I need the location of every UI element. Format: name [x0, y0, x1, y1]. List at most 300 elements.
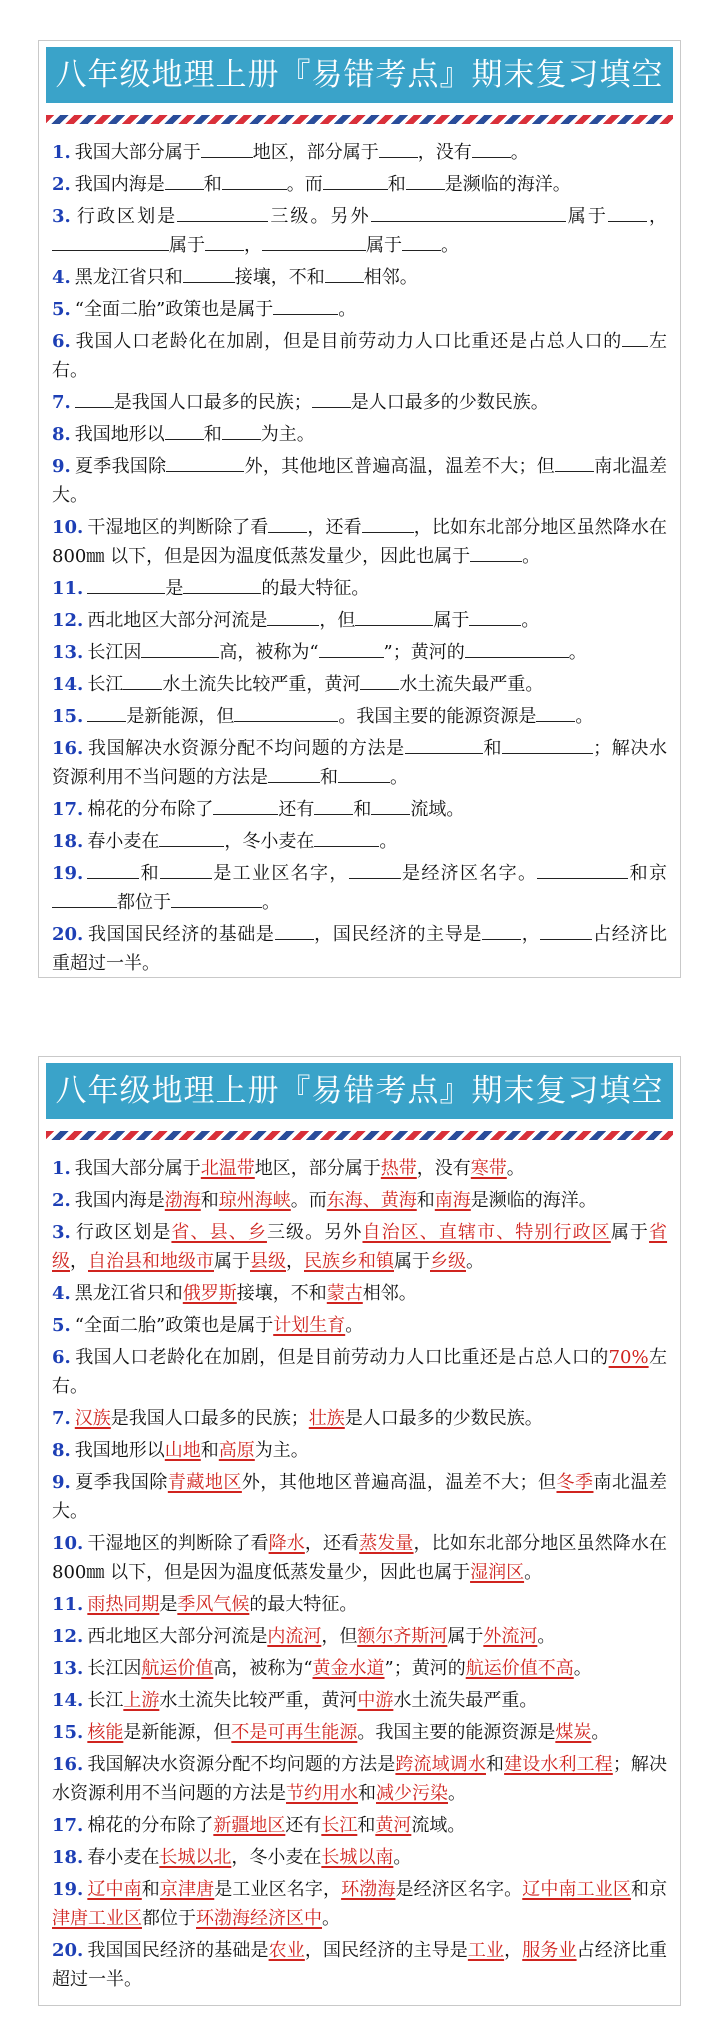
question-text: ，: [646, 206, 668, 227]
question-text: 和: [139, 863, 160, 884]
answer-item: [52, 1590, 667, 1619]
question-text: 属于: [366, 235, 402, 256]
striped-divider: [46, 115, 673, 124]
question-number: 20.: [52, 924, 84, 945]
question-text: 属于: [394, 1251, 430, 1272]
question-text: 地区，部分属于: [252, 142, 379, 163]
question-text: ，比如东北部分地区虽然降水在 800㎜ 以下，但是因为温度低蒸发量少，因此也属于: [52, 1533, 668, 1583]
answer-text: 工业: [467, 1940, 505, 1961]
answer-blank: [222, 170, 287, 190]
answer-worksheet-card: [38, 1056, 681, 2006]
answer-blank: [234, 702, 338, 722]
question-text: 长江因: [87, 642, 142, 663]
answer-blank: [160, 859, 212, 879]
answer-item: [52, 1343, 667, 1401]
question-text: 棉花的分布除了: [87, 799, 214, 820]
question-text: 高，被称为“: [213, 1658, 313, 1679]
question-text: ，但: [319, 610, 356, 631]
question-text: 。: [537, 1626, 556, 1647]
question-number: 14.: [52, 1690, 84, 1711]
answer-blank: [314, 827, 379, 847]
question-text: 。: [322, 1908, 340, 1929]
answer-blank: [123, 670, 162, 690]
question-text: 南北温差大。: [52, 456, 668, 506]
question-text: ，但: [321, 1626, 358, 1647]
answer-blank: [201, 138, 253, 158]
answer-text: 建设水利工程: [504, 1754, 613, 1775]
question-text: ；解决水资源利用不当问题的方法是: [52, 1754, 668, 1804]
question-text: 长江因: [87, 1658, 142, 1679]
question-text: “全面二胎”政策也是属于: [74, 1315, 274, 1336]
answer-text: 季风气候: [177, 1594, 250, 1615]
answer-text: 环渤海经济区中: [196, 1908, 322, 1929]
question-text: 和: [320, 767, 338, 788]
question-item: [52, 670, 667, 699]
question-item: [52, 295, 667, 324]
question-number: 8.: [52, 424, 71, 445]
blank-worksheet-card: [38, 40, 681, 978]
answer-blank: [52, 888, 117, 908]
question-item: [52, 388, 667, 417]
question-text: 水土流失比较严重，黄河: [159, 1690, 358, 1711]
question-number: 18.: [52, 831, 84, 852]
question-text: 水土流失比较严重，黄河: [162, 674, 361, 695]
question-text: ”；黄河的: [384, 1658, 466, 1679]
answer-text: 外流河: [483, 1626, 538, 1647]
question-text: 和: [358, 1783, 376, 1804]
question-number: 13.: [52, 642, 84, 663]
answer-text: 壮族: [308, 1408, 345, 1429]
question-text: 是人口最多的少数民族。: [344, 1408, 543, 1429]
question-number: 11.: [52, 1594, 84, 1615]
question-text: ，比如东北部分地区虽然降水在 800㎜ 以下，但是因为温度低蒸发量少，因此也属于: [52, 517, 668, 567]
answer-blank: [319, 638, 384, 658]
answer-blank: [213, 795, 278, 815]
question-list-blank: [46, 138, 673, 978]
answer-text: 辽中南工业区: [522, 1879, 631, 1900]
question-text: 外，其他地区普遍高温，温差不大；但: [244, 456, 555, 477]
answer-item: [52, 1186, 667, 1215]
answer-blank: [52, 231, 169, 251]
question-text: ，: [244, 235, 262, 256]
question-text: 接壤，不和: [236, 1283, 327, 1304]
question-text: 我国地形以: [74, 424, 165, 445]
answer-text: 冬季: [556, 1472, 594, 1493]
answer-text: 环渤海: [341, 1879, 396, 1900]
answer-blank: [268, 513, 307, 533]
answer-blank: [314, 795, 353, 815]
question-text: 。我国主要的能源资源是: [338, 706, 537, 727]
question-text: 为主。: [260, 424, 315, 445]
answer-item: [52, 1686, 667, 1715]
question-number: 5.: [52, 299, 71, 320]
question-text: 是新能源，但: [126, 706, 235, 727]
answer-text: 不是可再生能源: [231, 1722, 358, 1743]
question-text: 接壤，不和: [234, 267, 325, 288]
answer-blank: [405, 734, 483, 754]
answer-text: 湿润区: [470, 1562, 525, 1583]
question-text: 三级。另外: [268, 206, 371, 227]
question-item: [52, 702, 667, 731]
answer-text: 山地: [164, 1440, 201, 1461]
answer-blank: [275, 920, 314, 940]
answer-text: 新疆地区: [213, 1815, 286, 1836]
question-text: 左右。: [52, 1347, 668, 1397]
worksheet-title: 八年级地理上册『易错考点』期末复习填空: [46, 47, 673, 103]
answer-blank: [540, 920, 592, 940]
answer-text: 上游: [123, 1690, 160, 1711]
answer-text: 省、县、乡: [171, 1222, 267, 1243]
answer-text: 长城以北: [159, 1847, 232, 1868]
question-text: ，冬小麦在: [231, 1847, 322, 1868]
question-item: [52, 574, 667, 603]
answer-text: 额尔齐斯河: [357, 1626, 448, 1647]
answer-item: [52, 1311, 667, 1340]
question-number: 6.: [52, 331, 71, 352]
question-text: 的最大特征。: [249, 1594, 358, 1615]
answer-blank: [469, 606, 521, 626]
question-text: 是我国人口最多的民族；: [110, 1408, 309, 1429]
question-text: 。: [390, 767, 408, 788]
question-text: 干湿地区的判断除了看: [87, 517, 269, 538]
answer-blank: [349, 859, 401, 879]
answer-blank: [371, 795, 410, 815]
question-text: 我国解决水资源分配不均问题的方法是: [87, 738, 405, 759]
question-number: 1.: [52, 1158, 71, 1179]
answer-blank: [159, 827, 224, 847]
question-text: 三级。另外: [266, 1222, 363, 1243]
question-text: 棉花的分布除了: [87, 1815, 214, 1836]
question-text: 和: [203, 424, 222, 445]
answer-text: 县级: [250, 1251, 286, 1272]
question-text: 我国地形以: [74, 1440, 165, 1461]
question-number: 19.: [52, 863, 84, 884]
question-item: [52, 263, 667, 292]
question-number: 16.: [52, 738, 84, 759]
answer-blank: [608, 202, 647, 222]
answer-blank: [141, 638, 219, 658]
question-number: 5.: [52, 1315, 71, 1336]
question-number: 4.: [52, 267, 71, 288]
question-number: 15.: [52, 1722, 84, 1743]
question-number: 7.: [52, 1408, 71, 1429]
answer-blank: [379, 138, 418, 158]
answer-item: [52, 1654, 667, 1683]
question-text: 春小麦在: [87, 1847, 160, 1868]
question-text: 流域。: [411, 1815, 466, 1836]
question-text: 相邻。: [363, 267, 418, 288]
answer-blank: [323, 170, 388, 190]
answer-text: 南海: [434, 1190, 471, 1211]
answer-blank: [166, 452, 244, 472]
question-text: ，冬小麦在: [224, 831, 315, 852]
question-text: 是我国人口最多的民族；: [113, 392, 312, 413]
question-number: 14.: [52, 674, 84, 695]
question-text: 夏季我国除: [74, 456, 167, 477]
question-text: 属于: [433, 610, 470, 631]
question-text: 。: [441, 235, 459, 256]
question-text: 是: [165, 578, 184, 599]
question-text: 属于: [565, 206, 608, 227]
answer-item: [52, 1154, 667, 1183]
question-text: 属于: [169, 235, 205, 256]
question-item: [52, 138, 667, 167]
question-text: 是经济区名字。: [395, 1879, 523, 1900]
answer-text: 青藏地区: [167, 1472, 242, 1493]
answer-text: 长城以南: [321, 1847, 394, 1868]
question-text: 和: [485, 1754, 505, 1775]
question-text: 和: [203, 174, 222, 195]
question-number: 10.: [52, 1533, 84, 1554]
question-number: 12.: [52, 610, 84, 631]
answer-blank: [267, 606, 319, 626]
question-text: 左右。: [52, 331, 668, 381]
question-text: 我国内海是: [74, 1190, 165, 1211]
striped-divider: [46, 1131, 673, 1140]
answer-text: 汉族: [74, 1408, 111, 1429]
answer-text: 跨流域调水: [395, 1754, 486, 1775]
question-item: [52, 859, 667, 917]
question-text: ，: [286, 1251, 304, 1272]
question-text: 相邻。: [362, 1283, 417, 1304]
question-text: 。: [510, 142, 529, 163]
question-number: 8.: [52, 1440, 71, 1461]
question-item: [52, 513, 667, 571]
answer-blank: [362, 513, 414, 533]
question-text: 和: [353, 799, 372, 820]
question-text: 。我国主要的能源资源是: [357, 1722, 556, 1743]
answer-text: 寒带: [470, 1158, 507, 1179]
answer-blank: [325, 263, 364, 283]
answer-blank: [555, 452, 594, 472]
question-text: 外，其他地区普遍高温，温差不大；但: [241, 1472, 557, 1493]
question-text: 流域。: [410, 799, 465, 820]
question-text: ，: [504, 1940, 523, 1961]
question-number: 13.: [52, 1658, 84, 1679]
answer-blank: [75, 388, 114, 408]
question-text: 是濒临的海洋。: [470, 1190, 597, 1211]
question-text: 。: [262, 892, 280, 913]
question-text: 我国大部分属于: [74, 1158, 201, 1179]
question-text: 。: [393, 1847, 412, 1868]
answer-item: [52, 1843, 667, 1872]
answer-item: [52, 1436, 667, 1465]
question-text: 是工业区名字，: [214, 1879, 342, 1900]
question-text: 和京: [630, 1879, 668, 1900]
question-text: 西北地区大部分河流是: [87, 610, 268, 631]
question-text: ；解决水资源利用不当问题的方法是: [52, 738, 668, 788]
answer-text: 省级: [52, 1222, 668, 1272]
answer-item: [52, 1404, 667, 1433]
answer-blank: [205, 231, 244, 251]
answer-item: [52, 1718, 667, 1747]
answer-text: 民族乡和镇: [304, 1251, 394, 1272]
answer-text: 黄金水道: [312, 1658, 385, 1679]
question-text: 黑龙江省只和: [74, 267, 183, 288]
question-text: 和京: [628, 863, 668, 884]
question-text: “全面二胎”政策也是属于: [74, 299, 274, 320]
question-text: 我国人口老龄化在加剧，但是目前劳动力人口比重还是占总人口的: [74, 331, 623, 352]
answer-blank: [87, 859, 139, 879]
answer-blank: [312, 388, 351, 408]
answer-blank: [371, 202, 566, 222]
question-text: 为主。: [254, 1440, 309, 1461]
question-text: 我国国民经济的基础是: [87, 924, 275, 945]
question-number: 18.: [52, 1847, 84, 1868]
answer-sheet-title: 八年级地理上册『易错考点』期末复习填空: [46, 1063, 673, 1119]
answer-blank: [183, 263, 235, 283]
answer-item: [52, 1875, 667, 1933]
question-text: 我国内海是: [74, 174, 165, 195]
question-text: ，还看: [304, 1533, 360, 1554]
question-text: ，没有: [416, 1158, 471, 1179]
question-text: 水土流失最严重。: [393, 1690, 538, 1711]
answer-blank: [502, 734, 593, 754]
question-number: 10.: [52, 517, 84, 538]
answer-item: [52, 1529, 667, 1587]
question-number: 6.: [52, 1347, 71, 1368]
question-text: 春小麦在: [87, 831, 160, 852]
question-number: 17.: [52, 799, 84, 820]
answer-text: 雨热同期: [87, 1594, 160, 1615]
question-number: 16.: [52, 1754, 84, 1775]
answer-text: 乡级: [430, 1251, 466, 1272]
question-text: 黑龙江省只和: [74, 1283, 183, 1304]
question-text: 西北地区大部分河流是: [87, 1626, 268, 1647]
answer-blank: [472, 138, 511, 158]
answer-text: 服务业: [522, 1940, 577, 1961]
question-text: 南北温差大。: [52, 1472, 668, 1522]
question-text: 还有: [285, 1815, 322, 1836]
question-number: 2.: [52, 174, 71, 195]
question-text: 夏季我国除: [74, 1472, 168, 1493]
question-text: 。: [466, 1251, 484, 1272]
question-item: [52, 327, 667, 385]
question-number: 17.: [52, 1815, 84, 1836]
answer-text: 高原: [218, 1440, 255, 1461]
answer-blank: [177, 202, 268, 222]
question-item: [52, 734, 667, 792]
question-text: 和: [387, 174, 406, 195]
question-text: 和: [416, 1190, 435, 1211]
question-text: 都位于: [142, 1908, 196, 1929]
question-item: [52, 920, 667, 978]
answer-text: 航运价值不高: [465, 1658, 574, 1679]
question-text: ”；黄河的: [383, 642, 465, 663]
question-text: 。: [521, 610, 540, 631]
question-text: 水土流失最严重。: [399, 674, 544, 695]
question-item: [52, 452, 667, 510]
answer-text: 辽中南: [87, 1879, 142, 1900]
question-text: 。: [522, 546, 541, 567]
question-text: 我国人口老龄化在加剧，但是目前劳动力人口比重还是占总人口的: [74, 1347, 609, 1368]
answer-blank: [360, 670, 399, 690]
question-text: 。而: [286, 174, 323, 195]
question-number: 12.: [52, 1626, 84, 1647]
answer-blank: [470, 542, 522, 562]
question-text: 我国国民经济的基础是: [87, 1940, 269, 1961]
answer-text: 京津唐: [159, 1879, 215, 1900]
question-item: [52, 606, 667, 635]
answer-blank: [222, 420, 261, 440]
question-number: 20.: [52, 1940, 84, 1961]
question-text: 行政区划是: [74, 1222, 172, 1243]
question-item: [52, 827, 667, 856]
answer-blank: [165, 170, 204, 190]
answer-item: [52, 1811, 667, 1840]
answer-blank: [465, 638, 569, 658]
question-text: 。: [573, 1658, 592, 1679]
question-text: 属于: [447, 1626, 484, 1647]
question-number: 15.: [52, 706, 84, 727]
question-number: 2.: [52, 1190, 71, 1211]
answer-item: [52, 1468, 667, 1526]
answer-text: 蒙古: [326, 1283, 363, 1304]
question-text: 。: [591, 1722, 610, 1743]
question-text: 占经济比重超过一半。: [52, 1940, 668, 1990]
question-text: ，国民经济的主导是: [313, 924, 483, 945]
answer-item: [52, 1750, 667, 1808]
question-text: 。而: [290, 1190, 327, 1211]
question-text: 。: [506, 1158, 525, 1179]
question-text: 和: [482, 738, 503, 759]
answer-text: 自治县和地级市: [88, 1251, 214, 1272]
answer-blank: [262, 231, 366, 251]
answer-text: 计划生育: [273, 1315, 346, 1336]
answer-text: 中游: [357, 1690, 394, 1711]
answer-blank: [537, 859, 628, 879]
answer-text: 俄罗斯: [182, 1283, 237, 1304]
question-text: 。: [379, 831, 398, 852]
answer-blank: [406, 170, 445, 190]
answer-item: [52, 1622, 667, 1651]
question-text: 都位于: [117, 892, 171, 913]
question-number: 1.: [52, 142, 71, 163]
answer-blank: [165, 420, 204, 440]
answer-blank: [171, 888, 262, 908]
answer-text: 渤海: [164, 1190, 201, 1211]
answer-text: 农业: [268, 1940, 305, 1961]
question-text: 长江: [87, 1690, 124, 1711]
answer-blank: [183, 574, 261, 594]
question-text: 干湿地区的判断除了看: [87, 1533, 269, 1554]
question-item: [52, 795, 667, 824]
answer-text: 黄河: [375, 1815, 412, 1836]
answer-item: [52, 1936, 667, 1994]
question-text: 属于: [610, 1222, 650, 1243]
question-text: 是人口最多的少数民族。: [350, 392, 549, 413]
question-text: 是濒临的海洋。: [444, 174, 571, 195]
answer-blank: [87, 574, 165, 594]
answer-text: 津唐工业区: [52, 1908, 142, 1929]
question-list-answers: [46, 1154, 673, 1994]
question-text: 我国解决水资源分配不均问题的方法是: [87, 1754, 396, 1775]
question-text: 和: [200, 1440, 219, 1461]
answer-blank: [355, 606, 433, 626]
question-text: ，: [521, 924, 541, 945]
question-number: 3.: [52, 1222, 71, 1243]
question-text: 。: [575, 706, 594, 727]
question-text: ，: [70, 1251, 88, 1272]
question-text: 和: [141, 1879, 160, 1900]
question-text: 是新能源，但: [123, 1722, 232, 1743]
question-text: 和: [200, 1190, 219, 1211]
question-number: 11.: [52, 578, 84, 599]
question-item: [52, 202, 667, 260]
question-number: 19.: [52, 1879, 84, 1900]
answer-blank: [482, 920, 521, 940]
answer-text: 节约用水: [286, 1783, 358, 1804]
